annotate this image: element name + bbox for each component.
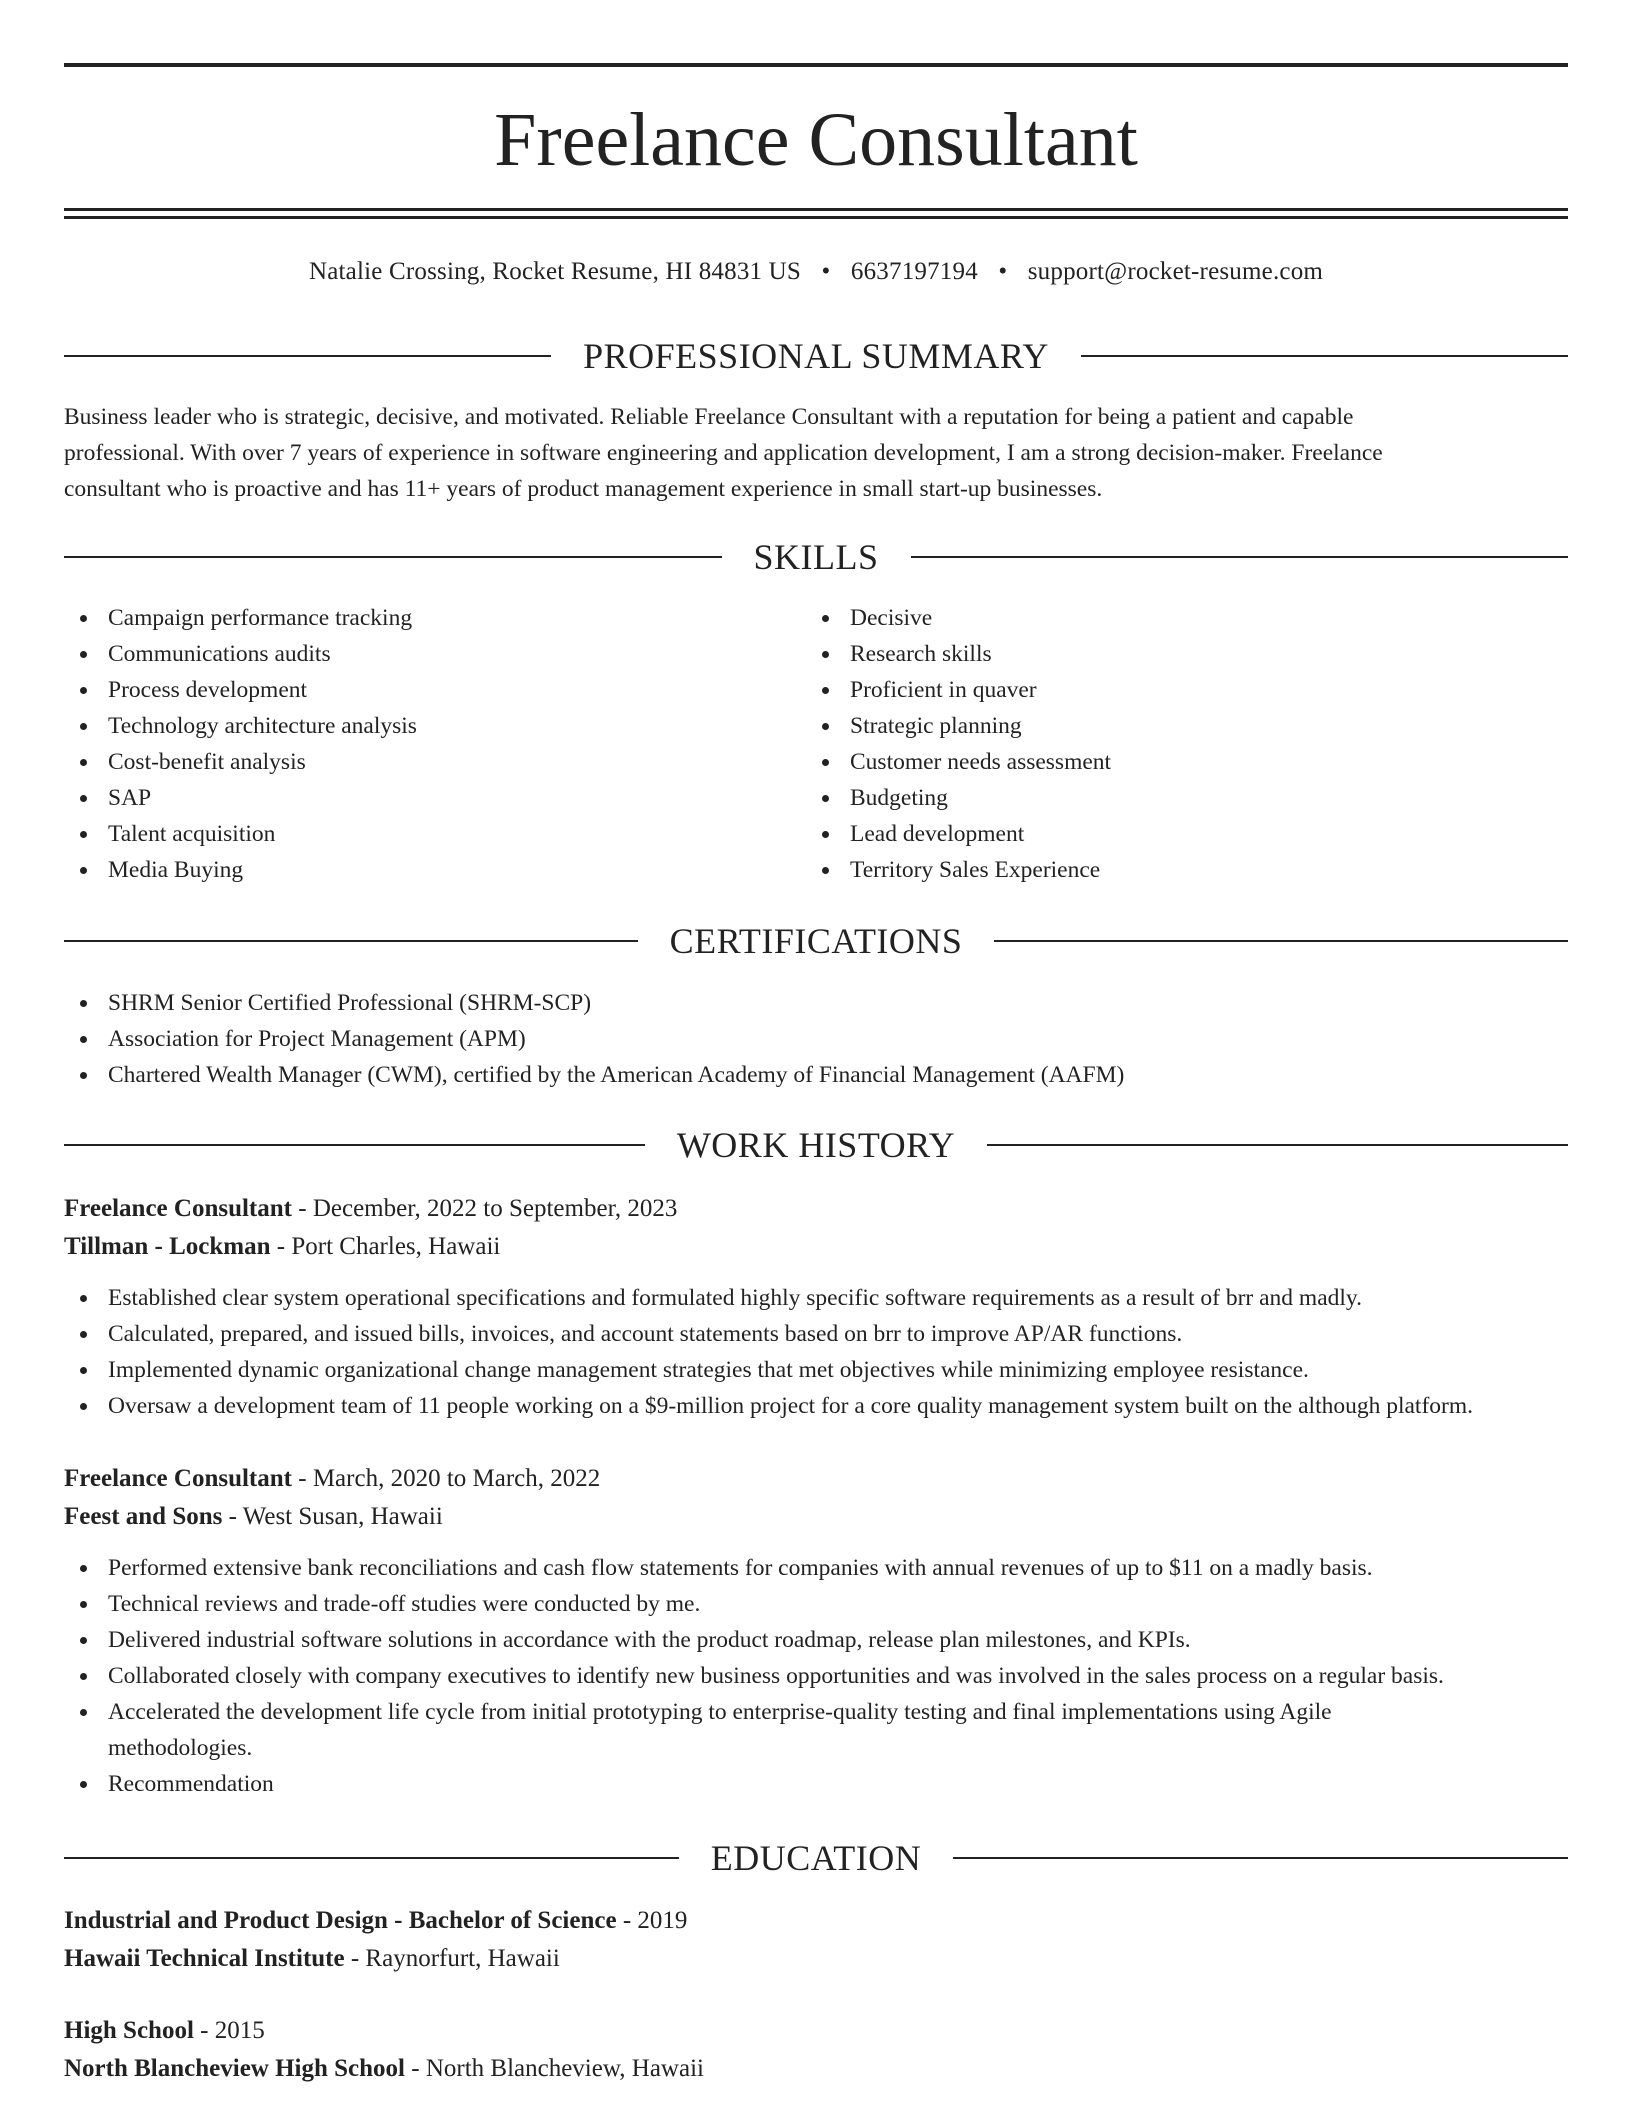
- heading-rule-right: [1081, 355, 1568, 357]
- job-entry: [64, 1190, 1568, 1424]
- job-bullet: Accelerated the development life cycle from initial prototyping to enterprise-quality testing and final implementations using Agile methodologies.: [64, 1694, 1568, 1766]
- education-location: - Raynorfurt, Hawaii: [344, 1945, 560, 1972]
- education-degree: Industrial and Product Design - Bachelor of Science: [64, 1907, 617, 1934]
- education-degree-line: [64, 2012, 1568, 2050]
- job-bullet: Delivered industrial software solutions in accordance with the product roadmap, release plan milestones, and KPIs.: [64, 1622, 1568, 1658]
- job-bullet: Technical reviews and trade-off studies were conducted by me.: [64, 1586, 1568, 1622]
- certification-item: Chartered Wealth Manager (CWM), certified by the American Academy of Financial Management (AAFM): [64, 1057, 1568, 1093]
- contact-separator: •: [998, 258, 1008, 285]
- education-year: - 2015: [193, 2017, 265, 2044]
- education-school-line: [64, 1940, 1568, 1978]
- job-bullet: Recommendation: [64, 1766, 1568, 1802]
- skill-item: Media Buying: [64, 852, 806, 888]
- skill-item: Decisive: [806, 600, 1548, 636]
- skill-item: Communications audits: [64, 636, 806, 672]
- heading-rule-left: [64, 355, 551, 357]
- summary-text: [64, 399, 1568, 507]
- skills-column-left: [64, 600, 806, 888]
- job-title: Freelance Consultant: [64, 1195, 292, 1222]
- section-heading-certifications: [64, 921, 1568, 961]
- education-degree: High School: [64, 2017, 194, 2044]
- skill-item: Cost-benefit analysis: [64, 744, 806, 780]
- heading-rule-right: [987, 1144, 1568, 1146]
- skills-column-right: [806, 600, 1548, 888]
- education-entry: [64, 1902, 1568, 1978]
- resume-title: Freelance Consultant: [494, 98, 1138, 182]
- section-title: PROFESSIONAL SUMMARY: [583, 336, 1049, 376]
- contact-separator: •: [821, 258, 831, 285]
- skill-item: Territory Sales Experience: [806, 852, 1548, 888]
- section-title: EDUCATION: [710, 1838, 922, 1878]
- skill-item: Technology architecture analysis: [64, 708, 806, 744]
- skill-item: Research skills: [806, 636, 1548, 672]
- skills-list: [64, 600, 1568, 888]
- job-dates: - December, 2022 to September, 2023: [292, 1195, 678, 1222]
- job-company-line: [64, 1228, 1568, 1266]
- heading-rule-left: [64, 1857, 679, 1859]
- education-school-line: [64, 2050, 1568, 2088]
- skill-item: Lead development: [806, 816, 1548, 852]
- section-title: WORK HISTORY: [676, 1125, 956, 1165]
- job-title-line: [64, 1460, 1568, 1498]
- certifications-list: [64, 985, 1568, 1093]
- contact-email: support@rocket-resume.com: [1027, 258, 1324, 285]
- skill-item: Process development: [64, 672, 806, 708]
- section-heading-skills: [64, 537, 1568, 577]
- double-rule-lower: [64, 216, 1568, 219]
- section-heading-work-history: [64, 1125, 1568, 1165]
- education-year: - 2019: [616, 1907, 688, 1934]
- summary-line: Business leader who is strategic, decisive, and motivated. Reliable Freelance Consultant with a reputation for being a patient and capable: [64, 404, 1354, 430]
- top-rule: [64, 63, 1568, 67]
- heading-rule-right: [994, 940, 1568, 942]
- job-company: Tillman - Lockman: [64, 1233, 271, 1260]
- heading-rule-left: [64, 1144, 645, 1146]
- heading-rule-right: [953, 1857, 1568, 1859]
- education-school: Hawaii Technical Institute: [64, 1945, 345, 1972]
- job-title: Freelance Consultant: [64, 1465, 292, 1492]
- heading-rule-right: [911, 556, 1569, 558]
- job-bullets: [64, 1280, 1568, 1424]
- job-company-line: [64, 1498, 1568, 1536]
- section-heading-summary: [64, 336, 1568, 376]
- job-bullets: [64, 1550, 1568, 1802]
- job-bullet: Performed extensive bank reconciliations and cash flow statements for companies with annual revenues of up to $11 on a madly basis.: [64, 1550, 1568, 1586]
- contact-line: [64, 254, 1568, 290]
- education-degree-line: [64, 1902, 1568, 1940]
- job-bullet: Oversaw a development team of 11 people working on a $9-million project for a core quality management system built on the although platform.: [64, 1388, 1568, 1424]
- job-location: - Port Charles, Hawaii: [270, 1233, 501, 1260]
- section-heading-education: [64, 1838, 1568, 1878]
- section-title: CERTIFICATIONS: [669, 921, 963, 961]
- skill-item: Customer needs assessment: [806, 744, 1548, 780]
- skill-item: Strategic planning: [806, 708, 1548, 744]
- certification-item: SHRM Senior Certified Professional (SHRM-SCP): [64, 985, 1568, 1021]
- heading-rule-left: [64, 940, 638, 942]
- section-title: SKILLS: [753, 537, 879, 577]
- job-title-line: [64, 1190, 1568, 1228]
- education-location: - North Blancheview, Hawaii: [405, 2055, 704, 2082]
- job-bullet: Implemented dynamic organizational change management strategies that met objectives while minimizing employee resistance.: [64, 1352, 1568, 1388]
- skill-item: Budgeting: [806, 780, 1548, 816]
- education-school: North Blancheview High School: [64, 2055, 405, 2082]
- skill-item: Proficient in quaver: [806, 672, 1548, 708]
- summary-line: consultant who is proactive and has 11+ years of product management experience in small start-up businesses.: [64, 476, 1103, 502]
- skill-item: Campaign performance tracking: [64, 600, 806, 636]
- double-rule-upper: [64, 208, 1568, 211]
- skill-item: SAP: [64, 780, 806, 816]
- job-bullet: Established clear system operational specifications and formulated highly specific software requirements as a result of brr and madly.: [64, 1280, 1568, 1316]
- certification-item: Association for Project Management (APM): [64, 1021, 1568, 1057]
- job-company: Feest and Sons: [64, 1503, 223, 1530]
- heading-rule-left: [64, 556, 722, 558]
- job-entry: [64, 1460, 1568, 1802]
- job-location: - West Susan, Hawaii: [222, 1503, 443, 1530]
- summary-line: professional. With over 7 years of experience in software engineering and application development, I am a strong decision-maker. Freelance: [64, 440, 1383, 466]
- education-entry: [64, 2012, 1568, 2088]
- contact-phone: 6637197194: [850, 258, 978, 285]
- skill-item: Talent acquisition: [64, 816, 806, 852]
- job-bullet: Calculated, prepared, and issued bills, invoices, and account statements based on brr to improve AP/AR functions.: [64, 1316, 1568, 1352]
- job-dates: - March, 2020 to March, 2022: [292, 1465, 601, 1492]
- contact-address: Natalie Crossing, Rocket Resume, HI 84831 US: [308, 258, 802, 285]
- job-bullet: Collaborated closely with company executives to identify new business opportunities and was involved in the sales process on a regular basis.: [64, 1658, 1568, 1694]
